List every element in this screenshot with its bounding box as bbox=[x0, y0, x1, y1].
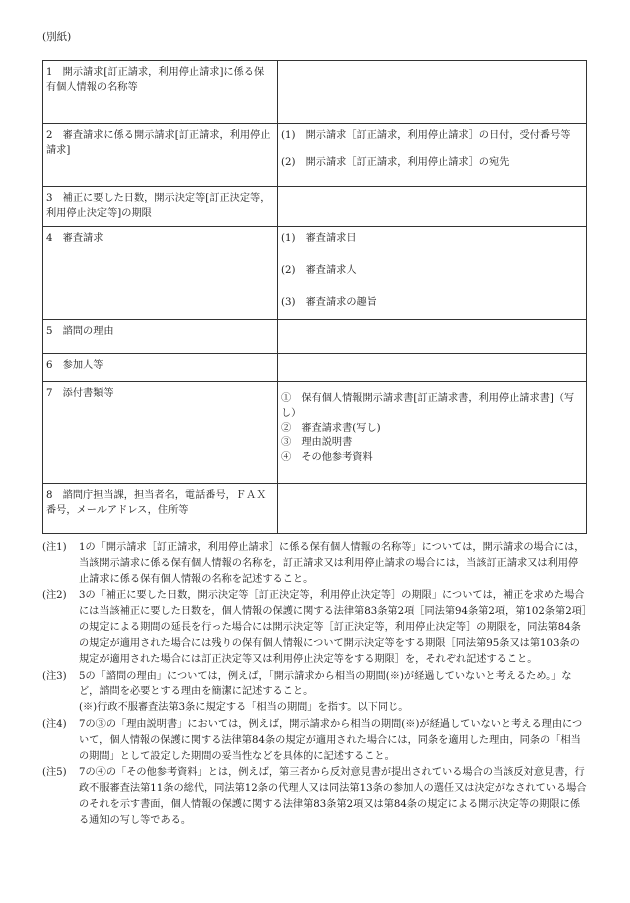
row-item: (3) 審査請求の趣旨 bbox=[281, 296, 377, 308]
note-text: 3の「補正に要した日数，開示決定等［訂正決定等，利用停止決定等］の期限」については，補正を求めた場合には当該補正に要した日数を，個人情報の保護に関する法律第83条第2項［同法第94条第2項，第102条第2項］の規定による期間の延長を行った場合には開示決定等［訂正決定等，利用停止決定等］の期限を，同法第84条の規定が適用された場合には残りの保有個人情報について開示決定等をする期限［同法第95条又は第103条の規定が適用された場合には訂正決定等又は利用停止決定等をする期限］を，それぞれ記述すること。 bbox=[79, 590, 587, 665]
row-item: (2) 審査請求人 bbox=[281, 264, 357, 276]
table-row bbox=[43, 61, 587, 124]
note-item bbox=[42, 765, 587, 828]
row-item: (1) 開示請求［訂正請求，利用停止請求］の日付，受付番号等 bbox=[281, 130, 571, 141]
row-label: 6 参加人等 bbox=[43, 354, 278, 382]
row-content bbox=[278, 187, 587, 227]
row-item: (1) 審査請求日 bbox=[281, 233, 357, 244]
table-row bbox=[43, 484, 587, 534]
form-table bbox=[42, 60, 587, 534]
note-text: 5の「諮問の理由」については，例えば，「開示請求から相当の期間(※)が経過していないと考えるため。」など，諮問を必要とする理由を簡潔に記述すること。 bbox=[79, 670, 572, 698]
row-label: 2 審査請求に係る開示請求[訂正請求，利用停止請求] bbox=[43, 124, 278, 187]
row-content bbox=[278, 227, 587, 320]
row-item: ① 保有個人情報開示請求書[訂正請求書，利用停止請求書]（写し） bbox=[281, 393, 575, 419]
page-label: (別紙) bbox=[42, 31, 72, 43]
note-item bbox=[42, 588, 587, 667]
row-content bbox=[278, 124, 587, 187]
row-label: 8 諮問庁担当課，担当者名，電話番号，ＦＡＸ番号，メールアドレス，住所等 bbox=[43, 484, 278, 534]
table-row bbox=[43, 227, 587, 320]
note-item bbox=[42, 540, 587, 587]
row-content bbox=[278, 354, 587, 382]
note-item bbox=[42, 717, 587, 764]
note-tag: (注4) bbox=[42, 718, 67, 730]
row-content bbox=[278, 484, 587, 534]
row-item: ② 審査請求書(写し) bbox=[281, 422, 381, 434]
note-text: 7の③の「理由説明書」においては，例えば，開示請求から相当の期間(※)が経過していないと考える理由について，個人情報の保護に関する法律第84条の規定が適用された場合には，同条を適用した理由，同条の「相当の期間」として設定した期間の妥当性などを具体的に記述すること。 bbox=[79, 718, 583, 762]
row-content bbox=[278, 320, 587, 354]
note-tag: (注5) bbox=[42, 767, 67, 779]
table-row bbox=[43, 187, 587, 227]
row-item: ③ 理由説明書 bbox=[281, 437, 353, 449]
table-row bbox=[43, 354, 587, 382]
row-label: 5 諮問の理由 bbox=[43, 320, 278, 354]
row-item: ④ その他参考資料 bbox=[281, 452, 373, 464]
row-label: 7 添付書類等 bbox=[43, 382, 278, 484]
note-tag: (注2) bbox=[42, 590, 67, 602]
table-row bbox=[43, 382, 587, 484]
note-tag: (注1) bbox=[42, 542, 67, 553]
note-tag: (注3) bbox=[42, 670, 67, 682]
row-item: (2) 開示請求［訂正請求，利用停止請求］の宛先 bbox=[281, 156, 510, 168]
note-extra: (※)行政不服審査法第3条に規定する「相当の期間」を指す。以下同じ。 bbox=[79, 702, 409, 714]
row-label: 4 審査請求 bbox=[43, 227, 278, 320]
notes-section bbox=[42, 540, 587, 830]
row-content bbox=[278, 61, 587, 124]
note-body bbox=[79, 669, 587, 716]
note-item bbox=[42, 669, 587, 716]
row-label: 3 補正に要した日数，開示決定等[訂正決定等，利用停止決定等]の期限 bbox=[43, 187, 278, 227]
table-row bbox=[43, 124, 587, 187]
row-content bbox=[278, 382, 587, 484]
row-label: 1 開示請求[訂正請求，利用停止請求]に係る保有個人情報の名称等 bbox=[43, 61, 278, 124]
note-text: 7の④の「その他参考資料」とは，例えば，第三者から反対意見書が提出されている場合の当該反対意見書，行政不服審査法第11条の総代，同法第12条の代理人又は同法第13条の参加人の選任又は決定がなされている場合のそれを示す書面，個人情報の保護に関する法律第83条第2項又は第84条の規定による開示決定等の期限に係る通知の写し等である。 bbox=[79, 767, 587, 826]
table-row bbox=[43, 320, 587, 354]
note-text: 1の「開示請求［訂正請求，利用停止請求］に係る保有個人情報の名称等」については，開示請求の場合には，当該開示請求に係る保有個人情報の名称を，訂正請求又は利用停止請求の場合には，当該訂正請求又は利用停止請求に係る保有個人情報の名称を記述すること。 bbox=[79, 542, 585, 585]
